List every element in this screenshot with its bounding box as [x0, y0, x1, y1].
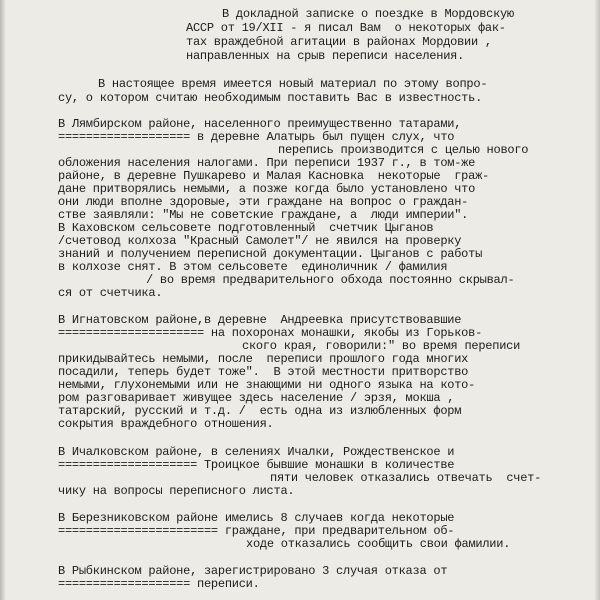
text-line: В Каховском сельсовете подготовленный счетчик Цыганов: [58, 221, 434, 235]
text-line: В настоящее время имеется новый материал по этому вопро-: [98, 77, 488, 91]
text-line: ром разговаривает живущее здесь население / эрзя, мокша ,: [58, 391, 455, 405]
text-line: они люди вполне здоровые, эти граждане на вопрос о граждан-: [58, 195, 469, 209]
text-line: ===================== на похоронах монашки, якобы из Горьков-: [58, 326, 483, 340]
page-right-edge-shadow: [594, 0, 600, 600]
text-line: В Березниковском районе имелись 8 случаев когда некоторые: [58, 511, 455, 525]
text-line: ==================== Троицкое бывшие монашки в количестве: [58, 458, 455, 472]
text-line: В Игнатовском районе,в деревне Андреевка присутствовавшие: [58, 313, 462, 327]
text-line: /счетовод колхоза "Красный Самолет"/ не явился на проверку: [58, 234, 462, 248]
text-line: / во время предварительного обхода постоянно скрывал-: [146, 273, 515, 287]
text-line: тах враждебной агитации в районах Мордовии ,: [186, 35, 492, 49]
text-line: посадили, теперь будет тоже". В этой местности притворство: [58, 365, 469, 379]
text-line: чику на вопросы переписного листа.: [58, 484, 295, 498]
text-line: немыми, глухонемыми или не знающими ни одного языка на кото-: [58, 378, 476, 392]
text-line: в колхозе снят. В этом сельсовете единоличник / фамилия: [58, 260, 448, 274]
text-line: В Рыбкинском районе, зарегистрировано 3 случая отказа от: [58, 564, 448, 578]
text-line: сокрытия враждебного отношения.: [58, 417, 274, 431]
text-line: ======================= граждане, при предварительном об-: [58, 524, 455, 538]
text-line: ского края, говорили:" во время переписи: [242, 339, 521, 353]
text-line: стве заявляли: "Мы не советские граждане, а люди империи".: [58, 208, 469, 222]
text-line: знаний и получением переписной документации. Цыганов с работы: [58, 247, 483, 261]
text-line: татарский, русский и т.д. / есть одна из излюбленных форм: [58, 404, 462, 418]
text-line: В докладной записке о поездке в Мордовскую: [222, 7, 514, 21]
text-line: =================== в деревне Алатырь был пущен слух, что: [58, 130, 455, 144]
text-line: ся от счетчика.: [58, 286, 163, 300]
page-left-edge-shadow: [0, 0, 6, 600]
text-line: В Лямбирском районе, населенного преимущественно татарами,: [58, 117, 462, 131]
text-line: перепись производится с целью нового: [278, 143, 529, 157]
text-line: В Ичалковском районе, в селениях Ичалки, Рождественское и: [58, 445, 455, 459]
text-line: обложения населения налогами. При переписи 1937 г., в том-же: [58, 156, 476, 170]
text-line: районе, в деревне Пушкарево и Малая Касновка некоторые граж-: [58, 169, 489, 183]
text-line: прикидывайтесь немыми, после переписи прошлого года многих: [58, 352, 469, 366]
text-line: АССР от 19/XII - я писал Вам о некоторых фак-: [186, 21, 506, 35]
text-line: =================== переписи.: [58, 577, 260, 591]
text-line: направленных на срыв переписи населения.: [186, 49, 465, 63]
text-line: ходе отказались сообщить свои фамилии.: [246, 537, 511, 551]
text-line: су, о котором считаю необходимым поставить Вас в известность.: [58, 91, 483, 105]
text-line: пяти человек отказались отвечать счет-: [270, 471, 542, 485]
text-line: дане притворялись немыми, а позже когда было установлено что: [58, 182, 476, 196]
